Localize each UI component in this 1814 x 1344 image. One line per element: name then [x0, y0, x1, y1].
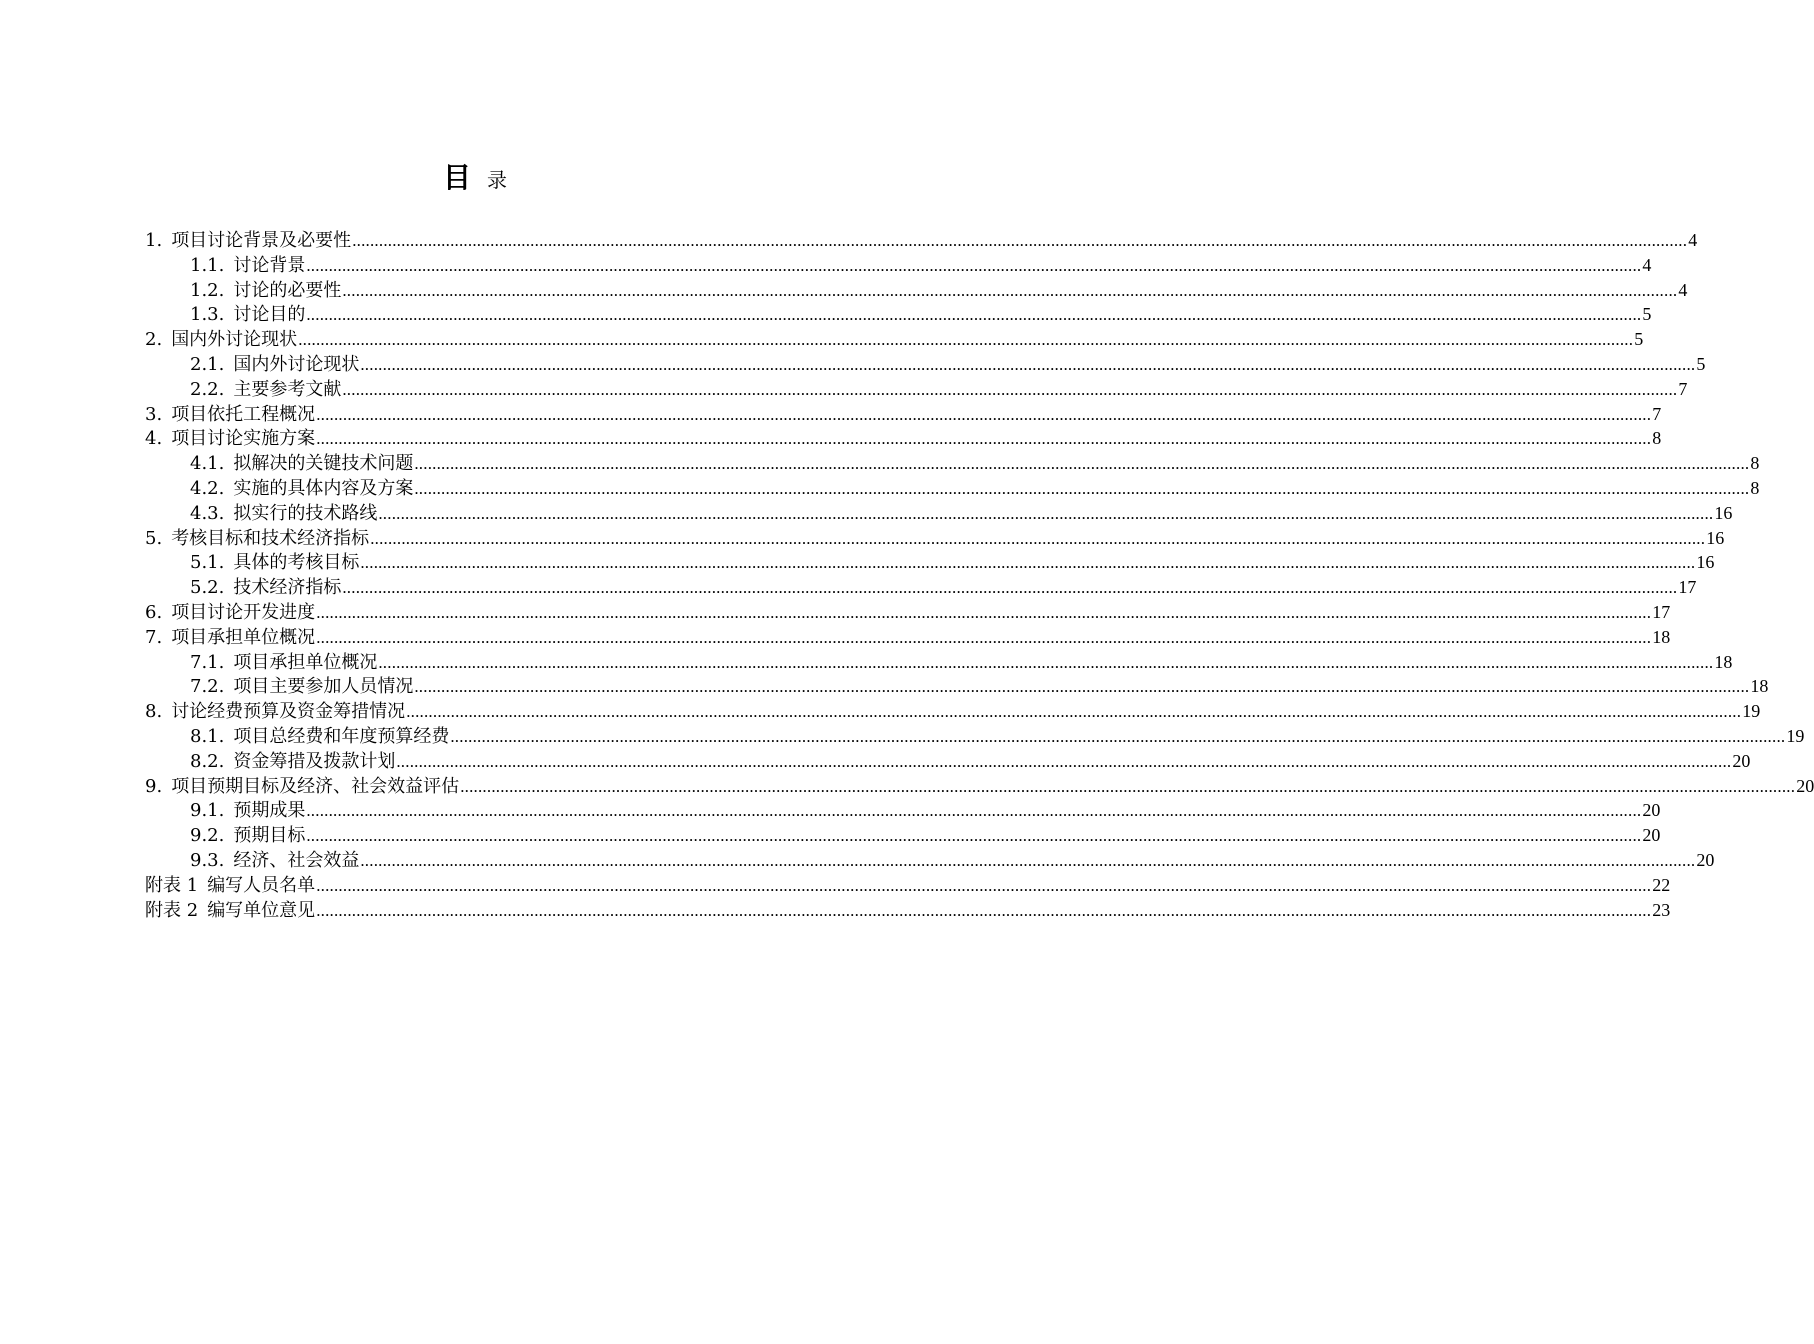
- toc-dot-leader: ............................................................................................................................................................................................................................................................................................................: [298, 330, 1634, 350]
- toc-dot-leader: ............................................................................................................................................................................................................................................................................................................: [414, 454, 1750, 474]
- toc-dot-leader: ............................................................................................................................................................................................................................................................................................................: [406, 702, 1742, 722]
- toc-entry-title: 国内外讨论现状: [233, 353, 360, 375]
- toc-entry-page: 23: [1652, 899, 1671, 920]
- toc-entry-number: 8.2.: [190, 750, 225, 772]
- toc-entry-number: 1.1.: [190, 254, 225, 276]
- toc-dot-leader: ............................................................................................................................................................................................................................................................................................................: [316, 602, 1652, 622]
- toc-entry-title: 项目讨论背景及必要性: [171, 230, 352, 251]
- toc-entry-title: 拟解决的关键技术问题: [233, 453, 414, 475]
- toc-dot-leader: ............................................................................................................................................................................................................................................................................................................: [360, 553, 1696, 573]
- toc-entry[interactable]: [145, 302, 1652, 327]
- toc-entry-page: 20: [1696, 849, 1715, 870]
- toc-dot-leader: ............................................................................................................................................................................................................................................................................................................: [316, 900, 1652, 920]
- toc-entry[interactable]: [145, 377, 1688, 402]
- toc-entry[interactable]: [145, 699, 1761, 724]
- toc-entry-page: 19: [1742, 701, 1761, 722]
- toc-entry-number: 7.1.: [190, 651, 225, 673]
- toc-dot-leader: ............................................................................................................................................................................................................................................................................................................: [316, 627, 1652, 647]
- title-sub: 录: [487, 168, 507, 192]
- toc-entry-page: 20: [1796, 775, 1814, 796]
- toc-dot-leader: ............................................................................................................................................................................................................................................................................................................: [414, 677, 1750, 697]
- toc-dot-leader: ............................................................................................................................................................................................................................................................................................................: [306, 801, 1642, 821]
- toc-dot-leader: ............................................................................................................................................................................................................................................................................................................: [396, 751, 1732, 771]
- toc-entry-number: 4.1.: [190, 453, 225, 475]
- toc-entry-page: 5: [1696, 353, 1706, 374]
- toc-entry-number: 7.: [145, 626, 163, 648]
- toc-entry[interactable]: [145, 823, 1661, 848]
- toc-entry-number: 1.2.: [190, 279, 225, 301]
- toc-entry-title: 拟实行的技术路线: [233, 502, 378, 524]
- toc-entry-page: 18: [1750, 676, 1769, 697]
- toc-entry-page: 7: [1652, 403, 1662, 424]
- toc-entry-number: 5.1.: [190, 552, 225, 574]
- toc-dot-leader: ............................................................................................................................................................................................................................................................................................................: [342, 379, 1678, 399]
- toc-entry-page: 8: [1750, 477, 1760, 498]
- toc-entry-number: 1.3.: [190, 304, 225, 326]
- toc-entry-title: 讨论的必要性: [233, 279, 342, 301]
- toc-dot-leader: ............................................................................................................................................................................................................................................................................................................: [450, 726, 1786, 746]
- toc-entry[interactable]: [145, 625, 1671, 650]
- toc-entry-title: 国内外讨论现状: [171, 329, 298, 351]
- toc-entry[interactable]: [145, 278, 1688, 303]
- toc-entry-number: 2.: [145, 329, 163, 351]
- toc-dot-leader: ............................................................................................................................................................................................................................................................................................................: [378, 652, 1714, 672]
- toc-entry-title: 项目讨论开发进度: [171, 601, 316, 623]
- toc-dot-leader: ............................................................................................................................................................................................................................................................................................................: [378, 503, 1714, 523]
- toc-entry[interactable]: [145, 898, 1671, 923]
- toc-entry-page: 20: [1642, 825, 1661, 846]
- toc-entry-number: 9.2.: [190, 825, 225, 847]
- toc-entry[interactable]: [145, 575, 1697, 600]
- toc-entry[interactable]: [145, 352, 1706, 377]
- toc-entry[interactable]: [145, 600, 1671, 625]
- toc-entry-title: 项目总经费和年度预算经费: [233, 725, 450, 747]
- toc-dot-leader: ............................................................................................................................................................................................................................................................................................................: [316, 875, 1652, 895]
- toc-entry-page: 16: [1706, 527, 1725, 548]
- toc-entry-number: 5.: [145, 527, 163, 549]
- toc-entry[interactable]: [145, 426, 1662, 451]
- toc-dot-leader: ............................................................................................................................................................................................................................................................................................................: [414, 478, 1750, 498]
- toc-dot-leader: ............................................................................................................................................................................................................................................................................................................: [370, 528, 1706, 548]
- toc-entry-page: 17: [1652, 601, 1671, 622]
- toc-dot-leader: ............................................................................................................................................................................................................................................................................................................: [342, 578, 1678, 598]
- toc-entry-page: 8: [1652, 428, 1662, 449]
- toc-entry-title: 主要参考文献: [233, 378, 342, 400]
- toc-entry-number: 1.: [145, 230, 163, 251]
- toc-entry-title: 具体的考核目标: [233, 552, 360, 574]
- toc-entry-title: 技术经济指标: [233, 577, 342, 599]
- toc-entry-number: 5.2.: [190, 577, 225, 599]
- toc-dot-leader: ............................................................................................................................................................................................................................................................................................................: [460, 776, 1796, 796]
- toc-entry-page: 16: [1714, 502, 1733, 523]
- toc-entry-page: 4: [1688, 230, 1698, 250]
- toc-entry-number: 附表 2: [145, 899, 199, 921]
- toc-entry-page: 19: [1786, 725, 1805, 746]
- toc-entry-page: 8: [1750, 453, 1760, 474]
- toc-dot-leader: ............................................................................................................................................................................................................................................................................................................: [306, 826, 1642, 846]
- toc-entry[interactable]: [145, 476, 1760, 501]
- table-of-contents: [145, 228, 1814, 922]
- toc-entry[interactable]: [145, 724, 1805, 749]
- toc-entry-page: 4: [1678, 279, 1688, 300]
- toc-dot-leader: ............................................................................................................................................................................................................................................................................................................: [306, 305, 1642, 325]
- toc-entry-title: 讨论目的: [233, 304, 306, 326]
- toc-entry-number: 2.2.: [190, 378, 225, 400]
- toc-entry-number: 3.: [145, 403, 163, 425]
- toc-entry-title: 项目主要参加人员情况: [233, 676, 414, 698]
- toc-entry-page: 4: [1642, 254, 1652, 275]
- toc-entry-title: 编写单位意见: [207, 899, 316, 921]
- toc-entry-number: 8.: [145, 701, 163, 723]
- title-main: 目: [442, 161, 471, 194]
- toc-dot-leader: ............................................................................................................................................................................................................................................................................................................: [360, 850, 1696, 870]
- toc-entry-page: 16: [1696, 552, 1715, 573]
- toc-entry[interactable]: [145, 402, 1662, 427]
- toc-entry-page: 17: [1678, 577, 1697, 598]
- toc-entry-page: 18: [1652, 626, 1671, 647]
- toc-entry-title: 讨论经费预算及资金筹措情况: [171, 701, 406, 723]
- toc-entry-page: 20: [1642, 800, 1661, 821]
- toc-dot-leader: ............................................................................................................................................................................................................................................................................................................: [352, 231, 1688, 250]
- toc-entry-title: 预期目标: [233, 825, 306, 847]
- toc-entry-page: 20: [1732, 750, 1751, 771]
- toc-entry-number: 9.: [145, 775, 163, 797]
- toc-entry[interactable]: [145, 228, 1698, 253]
- toc-entry[interactable]: [145, 253, 1652, 278]
- toc-entry-title: 经济、社会效益: [233, 849, 360, 871]
- toc-dot-leader: ............................................................................................................................................................................................................................................................................................................: [360, 354, 1696, 374]
- toc-entry-number: 4.: [145, 428, 163, 450]
- toc-entry[interactable]: [145, 848, 1715, 873]
- toc-entry-title: 编写人员名单: [207, 874, 316, 896]
- toc-entry[interactable]: [145, 327, 1644, 352]
- toc-entry-page: 22: [1652, 874, 1671, 895]
- toc-entry-number: 7.2.: [190, 676, 225, 698]
- toc-entry-title: 项目预期目标及经济、社会效益评估: [171, 775, 460, 797]
- page-title: [0, 156, 950, 196]
- toc-entry[interactable]: [145, 674, 1769, 699]
- toc-entry-title: 实施的具体内容及方案: [233, 477, 414, 499]
- toc-entry[interactable]: [145, 873, 1671, 898]
- toc-dot-leader: ............................................................................................................................................................................................................................................................................................................: [306, 255, 1642, 275]
- toc-entry-title: 资金筹措及拨款计划: [233, 750, 396, 772]
- toc-entry-page: 7: [1678, 378, 1688, 399]
- toc-dot-leader: ............................................................................................................................................................................................................................................................................................................: [342, 280, 1678, 300]
- toc-dot-leader: ............................................................................................................................................................................................................................................................................................................: [316, 429, 1652, 449]
- toc-entry-number: 8.1.: [190, 725, 225, 747]
- toc-entry-title: 项目承担单位概况: [171, 626, 316, 648]
- toc-entry-title: 项目讨论实施方案: [171, 428, 316, 450]
- toc-entry[interactable]: [145, 526, 1725, 551]
- toc-entry-number: 4.3.: [190, 502, 225, 524]
- toc-entry[interactable]: [145, 774, 1814, 799]
- toc-entry-number: 2.1.: [190, 353, 225, 375]
- toc-entry[interactable]: [145, 550, 1715, 575]
- toc-entry-title: 讨论背景: [233, 254, 306, 276]
- toc-entry[interactable]: [145, 798, 1661, 823]
- toc-entry-title: 预期成果: [233, 800, 306, 822]
- toc-entry-page: 5: [1634, 329, 1644, 350]
- toc-dot-leader: ............................................................................................................................................................................................................................................................................................................: [316, 404, 1652, 424]
- toc-entry[interactable]: [145, 451, 1760, 476]
- toc-entry-title: 考核目标和技术经济指标: [171, 527, 370, 549]
- toc-entry[interactable]: [145, 650, 1733, 675]
- toc-entry-number: 6.: [145, 601, 163, 623]
- toc-entry[interactable]: [145, 749, 1751, 774]
- toc-entry-number: 附表 1: [145, 874, 199, 896]
- toc-entry-number: 4.2.: [190, 477, 225, 499]
- toc-entry-page: 18: [1714, 651, 1733, 672]
- toc-entry-title: 项目承担单位概况: [233, 651, 378, 673]
- toc-entry-page: 5: [1642, 304, 1652, 325]
- toc-entry[interactable]: [145, 501, 1733, 526]
- toc-entry-title: 项目依托工程概况: [171, 403, 316, 425]
- toc-entry-number: 9.1.: [190, 800, 225, 822]
- toc-entry-number: 9.3.: [190, 849, 225, 871]
